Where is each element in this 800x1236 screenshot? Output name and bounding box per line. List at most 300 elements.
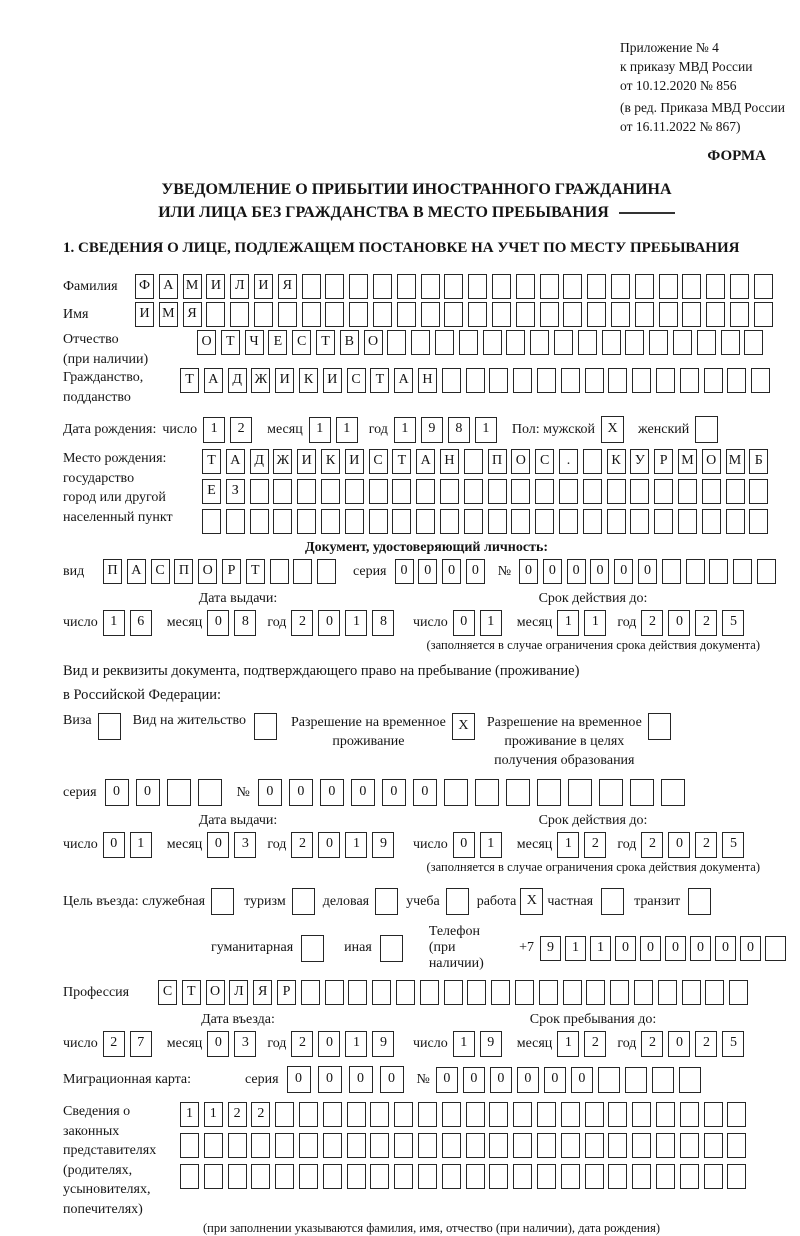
char-cell[interactable] — [511, 479, 530, 504]
char-cell[interactable]: 6 — [130, 610, 152, 636]
char-cell[interactable]: 9 — [372, 832, 394, 858]
char-cell[interactable]: Н — [440, 449, 459, 474]
char-cell[interactable] — [373, 274, 392, 299]
char-cell[interactable] — [299, 1164, 318, 1189]
char-cell[interactable] — [727, 1133, 746, 1158]
char-cell[interactable] — [659, 274, 678, 299]
char-cell[interactable] — [680, 368, 699, 393]
char-cell[interactable] — [537, 1133, 556, 1158]
char-cell[interactable] — [489, 1102, 508, 1127]
char-cell[interactable]: 0 — [105, 779, 129, 806]
char-cell[interactable]: Ж — [273, 449, 292, 474]
char-cell[interactable]: О — [198, 559, 217, 584]
char-cell[interactable]: Д — [228, 368, 247, 393]
char-cell[interactable]: 1 — [130, 832, 152, 858]
char-cell[interactable]: 2 — [291, 1031, 313, 1057]
char-cell[interactable] — [727, 368, 746, 393]
char-cell[interactable]: 2 — [230, 417, 252, 443]
char-cell[interactable] — [656, 1102, 675, 1127]
char-cell[interactable] — [442, 1164, 461, 1189]
char-cell[interactable]: О — [206, 980, 225, 1005]
char-cell[interactable]: 1 — [345, 832, 367, 858]
char-cell[interactable] — [370, 1164, 389, 1189]
char-cell[interactable] — [349, 302, 368, 327]
char-cell[interactable]: Я — [183, 302, 202, 327]
char-cell[interactable]: С — [151, 559, 170, 584]
char-cell[interactable] — [251, 1164, 270, 1189]
char-cell[interactable]: 1 — [557, 610, 579, 636]
char-cell[interactable] — [662, 559, 681, 584]
temp-permit-checkbox[interactable]: X — [452, 713, 475, 740]
char-cell[interactable]: 0 — [614, 559, 633, 584]
char-cell[interactable] — [535, 509, 554, 534]
char-cell[interactable]: 2 — [584, 832, 606, 858]
char-cell[interactable] — [537, 779, 561, 806]
char-cell[interactable]: 0 — [207, 832, 229, 858]
char-cell[interactable] — [275, 1133, 294, 1158]
char-cell[interactable]: 1 — [180, 1102, 199, 1127]
char-cell[interactable] — [659, 302, 678, 327]
char-cell[interactable]: И — [275, 368, 294, 393]
char-cell[interactable] — [444, 980, 463, 1005]
char-cell[interactable]: 0 — [519, 559, 538, 584]
char-cell[interactable]: 0 — [442, 559, 461, 584]
char-cell[interactable]: Я — [278, 274, 297, 299]
char-cell[interactable]: 0 — [453, 610, 475, 636]
char-cell[interactable] — [704, 1133, 723, 1158]
char-cell[interactable]: С — [292, 330, 311, 355]
char-cell[interactable] — [323, 1133, 342, 1158]
char-cell[interactable]: М — [159, 302, 178, 327]
char-cell[interactable]: И — [323, 368, 342, 393]
char-cell[interactable] — [559, 509, 578, 534]
char-cell[interactable] — [602, 330, 621, 355]
char-cell[interactable]: М — [678, 449, 697, 474]
char-cell[interactable]: К — [607, 449, 626, 474]
char-cell[interactable] — [440, 509, 459, 534]
char-cell[interactable] — [652, 1067, 674, 1093]
char-cell[interactable] — [299, 1102, 318, 1127]
char-cell[interactable] — [656, 1164, 675, 1189]
char-cell[interactable] — [635, 274, 654, 299]
char-cell[interactable]: 0 — [318, 1031, 340, 1057]
char-cell[interactable] — [757, 559, 776, 584]
char-cell[interactable] — [418, 1102, 437, 1127]
char-cell[interactable] — [733, 559, 752, 584]
char-cell[interactable] — [348, 980, 367, 1005]
char-cell[interactable] — [726, 479, 745, 504]
char-cell[interactable] — [464, 449, 483, 474]
char-cell[interactable] — [440, 479, 459, 504]
purpose-study-checkbox[interactable] — [446, 888, 469, 915]
char-cell[interactable] — [317, 559, 336, 584]
char-cell[interactable] — [702, 479, 721, 504]
char-cell[interactable]: 0 — [544, 1067, 566, 1093]
char-cell[interactable]: Т — [246, 559, 265, 584]
char-cell[interactable] — [585, 1102, 604, 1127]
char-cell[interactable] — [302, 302, 321, 327]
char-cell[interactable] — [726, 509, 745, 534]
char-cell[interactable]: 9 — [372, 1031, 394, 1057]
char-cell[interactable] — [661, 779, 685, 806]
char-cell[interactable] — [680, 1133, 699, 1158]
char-cell[interactable]: 1 — [557, 832, 579, 858]
char-cell[interactable]: 2 — [641, 832, 663, 858]
char-cell[interactable]: 0 — [453, 832, 475, 858]
char-cell[interactable] — [492, 274, 511, 299]
char-cell[interactable] — [697, 330, 716, 355]
char-cell[interactable]: 2 — [251, 1102, 270, 1127]
char-cell[interactable] — [608, 1102, 627, 1127]
char-cell[interactable] — [167, 779, 191, 806]
purpose-other-checkbox[interactable] — [380, 935, 403, 962]
char-cell[interactable] — [206, 302, 225, 327]
visa-checkbox[interactable] — [98, 713, 121, 740]
char-cell[interactable] — [749, 479, 768, 504]
char-cell[interactable]: 8 — [234, 610, 256, 636]
char-cell[interactable] — [682, 980, 701, 1005]
char-cell[interactable]: 0 — [395, 559, 414, 584]
char-cell[interactable] — [678, 509, 697, 534]
char-cell[interactable] — [554, 330, 573, 355]
char-cell[interactable] — [656, 368, 675, 393]
char-cell[interactable]: А — [226, 449, 245, 474]
char-cell[interactable]: 9 — [480, 1031, 502, 1057]
char-cell[interactable] — [608, 1133, 627, 1158]
char-cell[interactable]: Ч — [245, 330, 264, 355]
char-cell[interactable]: 1 — [480, 610, 502, 636]
char-cell[interactable]: 0 — [668, 610, 690, 636]
char-cell[interactable] — [632, 1133, 651, 1158]
char-cell[interactable] — [586, 980, 605, 1005]
char-cell[interactable] — [392, 509, 411, 534]
char-cell[interactable]: Ж — [251, 368, 270, 393]
char-cell[interactable]: С — [535, 449, 554, 474]
char-cell[interactable] — [744, 330, 763, 355]
char-cell[interactable] — [273, 479, 292, 504]
char-cell[interactable]: Т — [182, 980, 201, 1005]
char-cell[interactable]: 2 — [228, 1102, 247, 1127]
char-cell[interactable]: 5 — [722, 1031, 744, 1057]
char-cell[interactable] — [444, 274, 463, 299]
char-cell[interactable]: 2 — [641, 610, 663, 636]
char-cell[interactable]: И — [206, 274, 225, 299]
char-cell[interactable] — [250, 509, 269, 534]
char-cell[interactable] — [228, 1164, 247, 1189]
char-cell[interactable]: 8 — [448, 417, 470, 443]
char-cell[interactable]: 0 — [543, 559, 562, 584]
char-cell[interactable]: К — [299, 368, 318, 393]
char-cell[interactable]: И — [135, 302, 154, 327]
char-cell[interactable] — [561, 368, 580, 393]
char-cell[interactable]: 1 — [565, 936, 586, 961]
purpose-business-checkbox[interactable] — [211, 888, 234, 915]
char-cell[interactable]: Р — [277, 980, 296, 1005]
char-cell[interactable]: М — [726, 449, 745, 474]
char-cell[interactable] — [585, 1133, 604, 1158]
char-cell[interactable] — [583, 509, 602, 534]
char-cell[interactable]: Т — [202, 449, 221, 474]
char-cell[interactable]: 2 — [103, 1031, 125, 1057]
char-cell[interactable]: 8 — [372, 610, 394, 636]
char-cell[interactable] — [270, 559, 289, 584]
char-cell[interactable] — [654, 509, 673, 534]
char-cell[interactable]: 1 — [394, 417, 416, 443]
char-cell[interactable] — [442, 1102, 461, 1127]
char-cell[interactable]: 0 — [418, 559, 437, 584]
char-cell[interactable] — [625, 330, 644, 355]
purpose-private-checkbox[interactable] — [601, 888, 624, 915]
char-cell[interactable]: О — [364, 330, 383, 355]
char-cell[interactable] — [702, 509, 721, 534]
char-cell[interactable]: 1 — [203, 417, 225, 443]
char-cell[interactable]: Т — [316, 330, 335, 355]
char-cell[interactable]: П — [174, 559, 193, 584]
char-cell[interactable] — [563, 980, 582, 1005]
char-cell[interactable] — [416, 509, 435, 534]
char-cell[interactable] — [349, 274, 368, 299]
char-cell[interactable] — [516, 274, 535, 299]
char-cell[interactable] — [632, 1102, 651, 1127]
char-cell[interactable]: 0 — [463, 1067, 485, 1093]
char-cell[interactable]: 0 — [258, 779, 282, 806]
char-cell[interactable]: З — [226, 479, 245, 504]
char-cell[interactable] — [347, 1133, 366, 1158]
char-cell[interactable] — [587, 302, 606, 327]
char-cell[interactable] — [420, 980, 439, 1005]
char-cell[interactable] — [418, 1164, 437, 1189]
char-cell[interactable] — [489, 1133, 508, 1158]
char-cell[interactable] — [321, 479, 340, 504]
char-cell[interactable] — [466, 368, 485, 393]
char-cell[interactable] — [649, 330, 668, 355]
char-cell[interactable] — [686, 559, 705, 584]
char-cell[interactable]: 1 — [336, 417, 358, 443]
char-cell[interactable] — [464, 479, 483, 504]
char-cell[interactable] — [607, 479, 626, 504]
char-cell[interactable] — [275, 1164, 294, 1189]
char-cell[interactable] — [302, 274, 321, 299]
char-cell[interactable]: В — [340, 330, 359, 355]
char-cell[interactable] — [539, 980, 558, 1005]
char-cell[interactable] — [442, 1133, 461, 1158]
char-cell[interactable] — [204, 1133, 223, 1158]
char-cell[interactable] — [704, 1164, 723, 1189]
char-cell[interactable]: О — [197, 330, 216, 355]
char-cell[interactable] — [347, 1102, 366, 1127]
purpose-humanitarian-checkbox[interactable] — [301, 935, 324, 962]
char-cell[interactable] — [608, 368, 627, 393]
char-cell[interactable] — [706, 302, 725, 327]
char-cell[interactable] — [583, 449, 602, 474]
purpose-commercial-checkbox[interactable] — [375, 888, 398, 915]
char-cell[interactable] — [679, 1067, 701, 1093]
char-cell[interactable] — [369, 509, 388, 534]
char-cell[interactable] — [635, 302, 654, 327]
char-cell[interactable] — [325, 302, 344, 327]
char-cell[interactable] — [370, 1102, 389, 1127]
char-cell[interactable] — [299, 1133, 318, 1158]
char-cell[interactable] — [515, 980, 534, 1005]
char-cell[interactable] — [561, 1164, 580, 1189]
char-cell[interactable]: К — [321, 449, 340, 474]
residence-permit-checkbox[interactable] — [254, 713, 277, 740]
char-cell[interactable] — [540, 274, 559, 299]
char-cell[interactable]: 0 — [571, 1067, 593, 1093]
char-cell[interactable]: Ф — [135, 274, 154, 299]
char-cell[interactable] — [599, 779, 623, 806]
char-cell[interactable] — [654, 479, 673, 504]
char-cell[interactable]: 1 — [584, 610, 606, 636]
char-cell[interactable]: 0 — [382, 779, 406, 806]
char-cell[interactable]: 2 — [291, 832, 313, 858]
char-cell[interactable] — [727, 1102, 746, 1127]
char-cell[interactable] — [204, 1164, 223, 1189]
char-cell[interactable] — [516, 302, 535, 327]
char-cell[interactable]: 0 — [318, 610, 340, 636]
char-cell[interactable]: Я — [253, 980, 272, 1005]
char-cell[interactable] — [598, 1067, 620, 1093]
char-cell[interactable]: 0 — [287, 1066, 311, 1093]
char-cell[interactable] — [254, 302, 273, 327]
char-cell[interactable]: 0 — [103, 832, 125, 858]
char-cell[interactable]: 9 — [421, 417, 443, 443]
char-cell[interactable]: И — [254, 274, 273, 299]
char-cell[interactable] — [397, 302, 416, 327]
char-cell[interactable] — [202, 509, 221, 534]
char-cell[interactable] — [658, 980, 677, 1005]
char-cell[interactable] — [345, 479, 364, 504]
char-cell[interactable] — [506, 330, 525, 355]
char-cell[interactable]: А — [127, 559, 146, 584]
char-cell[interactable]: 1 — [309, 417, 331, 443]
char-cell[interactable] — [656, 1133, 675, 1158]
char-cell[interactable] — [250, 479, 269, 504]
char-cell[interactable]: 0 — [136, 779, 160, 806]
char-cell[interactable] — [630, 479, 649, 504]
char-cell[interactable]: 0 — [436, 1067, 458, 1093]
char-cell[interactable] — [325, 274, 344, 299]
char-cell[interactable]: 2 — [291, 610, 313, 636]
char-cell[interactable] — [180, 1164, 199, 1189]
char-cell[interactable] — [468, 274, 487, 299]
char-cell[interactable] — [369, 479, 388, 504]
char-cell[interactable] — [513, 1102, 532, 1127]
char-cell[interactable]: 3 — [234, 1031, 256, 1057]
char-cell[interactable] — [435, 330, 454, 355]
char-cell[interactable]: 3 — [234, 832, 256, 858]
char-cell[interactable] — [394, 1164, 413, 1189]
char-cell[interactable] — [751, 368, 770, 393]
char-cell[interactable]: Н — [418, 368, 437, 393]
char-cell[interactable] — [373, 302, 392, 327]
char-cell[interactable]: 2 — [641, 1031, 663, 1057]
char-cell[interactable] — [611, 274, 630, 299]
char-cell[interactable]: 0 — [318, 832, 340, 858]
char-cell[interactable] — [561, 1133, 580, 1158]
char-cell[interactable]: 1 — [103, 610, 125, 636]
char-cell[interactable] — [459, 330, 478, 355]
char-cell[interactable] — [466, 1133, 485, 1158]
char-cell[interactable] — [347, 1164, 366, 1189]
char-cell[interactable]: А — [394, 368, 413, 393]
char-cell[interactable] — [442, 368, 461, 393]
char-cell[interactable] — [483, 330, 502, 355]
char-cell[interactable] — [489, 1164, 508, 1189]
char-cell[interactable]: У — [630, 449, 649, 474]
purpose-work-checkbox[interactable]: X — [520, 888, 543, 915]
char-cell[interactable] — [273, 509, 292, 534]
char-cell[interactable] — [585, 368, 604, 393]
char-cell[interactable] — [559, 479, 578, 504]
char-cell[interactable]: 0 — [690, 936, 711, 961]
char-cell[interactable] — [535, 479, 554, 504]
char-cell[interactable] — [396, 980, 415, 1005]
char-cell[interactable] — [730, 302, 749, 327]
char-cell[interactable]: С — [347, 368, 366, 393]
char-cell[interactable] — [709, 559, 728, 584]
char-cell[interactable]: Д — [250, 449, 269, 474]
char-cell[interactable] — [468, 302, 487, 327]
char-cell[interactable]: 2 — [584, 1031, 606, 1057]
char-cell[interactable]: 5 — [722, 832, 744, 858]
char-cell[interactable]: Л — [230, 274, 249, 299]
char-cell[interactable] — [491, 980, 510, 1005]
char-cell[interactable] — [321, 509, 340, 534]
char-cell[interactable]: 0 — [380, 1066, 404, 1093]
char-cell[interactable] — [198, 779, 222, 806]
char-cell[interactable] — [511, 509, 530, 534]
char-cell[interactable] — [301, 980, 320, 1005]
char-cell[interactable] — [418, 1133, 437, 1158]
char-cell[interactable] — [530, 330, 549, 355]
temp-permit-edu-checkbox[interactable] — [648, 713, 671, 740]
char-cell[interactable]: А — [416, 449, 435, 474]
char-cell[interactable] — [587, 274, 606, 299]
char-cell[interactable]: 9 — [540, 936, 561, 961]
char-cell[interactable]: И — [345, 449, 364, 474]
char-cell[interactable] — [537, 1102, 556, 1127]
char-cell[interactable]: 0 — [207, 1031, 229, 1057]
char-cell[interactable] — [704, 1102, 723, 1127]
char-cell[interactable]: 2 — [695, 1031, 717, 1057]
char-cell[interactable] — [561, 1102, 580, 1127]
char-cell[interactable]: П — [103, 559, 122, 584]
char-cell[interactable] — [297, 509, 316, 534]
char-cell[interactable]: 0 — [668, 1031, 690, 1057]
char-cell[interactable]: 0 — [318, 1066, 342, 1093]
char-cell[interactable] — [729, 980, 748, 1005]
char-cell[interactable] — [275, 1102, 294, 1127]
char-cell[interactable]: Т — [180, 368, 199, 393]
char-cell[interactable]: 0 — [207, 610, 229, 636]
char-cell[interactable] — [475, 779, 499, 806]
char-cell[interactable] — [682, 274, 701, 299]
char-cell[interactable] — [251, 1133, 270, 1158]
char-cell[interactable] — [537, 368, 556, 393]
char-cell[interactable] — [488, 479, 507, 504]
char-cell[interactable] — [228, 1133, 247, 1158]
char-cell[interactable] — [610, 980, 629, 1005]
char-cell[interactable] — [632, 1164, 651, 1189]
char-cell[interactable]: М — [183, 274, 202, 299]
char-cell[interactable]: 0 — [351, 779, 375, 806]
char-cell[interactable]: Т — [392, 449, 411, 474]
char-cell[interactable] — [370, 1133, 389, 1158]
char-cell[interactable]: 2 — [695, 610, 717, 636]
char-cell[interactable] — [506, 779, 530, 806]
char-cell[interactable]: 0 — [615, 936, 636, 961]
